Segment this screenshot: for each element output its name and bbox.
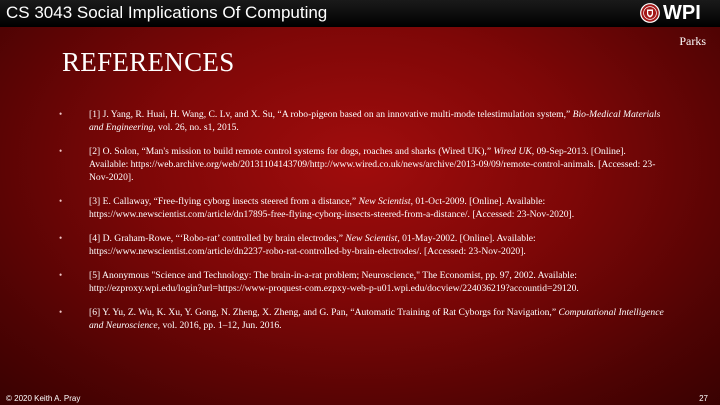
reference-text: [2] O. Solon, “Man's mission to build remote control systems for dogs, roaches and sharks (Wired UK),” <box>89 146 494 157</box>
presenter-name: Parks <box>679 34 706 48</box>
reference-venue: New Scientist <box>358 196 411 207</box>
reference-venue: Wired UK <box>493 146 532 157</box>
reference-item <box>56 232 666 258</box>
reference-text: [4] D. Graham-Rowe, “‘Robo-rat’ controlled by brain electrodes,” <box>89 233 346 244</box>
reference-details: , vol. 2016, pp. 1–12, Jun. 2016. <box>157 320 282 331</box>
wpi-logo <box>640 1 701 25</box>
page-number: 27 <box>699 394 708 403</box>
reference-item <box>56 108 666 134</box>
wpi-seal-icon <box>640 3 660 23</box>
reference-details: , vol. 26, no. s1, 2015. <box>153 122 239 133</box>
reference-details: , 09-Sep-2013. [Online]. Available: https://web.archive.org/web/20131104143709/http://www.wired.co.uk/news/archive/2013-09/09/remote-control-animals. [Accessed: 23-Nov-2020]. <box>89 146 656 183</box>
bullet-icon: • <box>59 233 63 243</box>
course-title: CS 3043 Social Implications Of Computing <box>6 3 328 22</box>
reference-details: , 01-May-2002. [Online]. Available: https://www.newscientist.com/article/dn2237-robo-rat-controlled-by-brain-electrodes/. [Accessed: 23-Nov-2020]. <box>89 233 536 257</box>
reference-item <box>56 306 666 332</box>
slide-title: REFERENCES <box>62 47 235 77</box>
bullet-icon: • <box>59 196 63 206</box>
copyright-footer: © 2020 Keith A. Pray <box>6 394 81 403</box>
reference-item <box>56 195 666 221</box>
reference-text: [6] Y. Yu, Z. Wu, K. Xu, Y. Gong, N. Zheng, X. Zheng, and G. Pan, “Automatic Training of Rat Cyborgs for Navigation,” <box>89 307 559 318</box>
bullet-icon: • <box>59 146 63 156</box>
reference-venue: Bio-Medical Materials and Engineering <box>89 109 661 133</box>
reference-item <box>56 269 666 295</box>
bullet-icon: • <box>59 270 63 280</box>
bullet-icon: • <box>59 307 63 317</box>
reference-text: [5] Anonymous "Science and Technology: The brain-in-a-rat problem; Neuroscience," The Economist, pp. 97, 2002. Available: http://ezproxy.wpi.edu/login?url=https://www-proquest-com.ezpxy-web-p-u01.wpi.edu/docview/224036219?accountid=29120. <box>89 270 579 294</box>
reference-text: [1] J. Yang, R. Huai, H. Wang, C. Lv, and X. Su, “A robo-pigeon based on an innovative multi-mode telestimulation system,” <box>89 109 573 120</box>
wpi-logo-text: WPI <box>663 1 701 24</box>
reference-text: [3] E. Callaway, “Free-flying cyborg insects steered from a distance,” <box>89 196 359 207</box>
references-list <box>56 108 666 343</box>
reference-details: , 01-Oct-2009. [Online]. Available: https://www.newscientist.com/article/dn17895-free-flying-cyborg-insects-steered-from-a-distance/. [Accessed: 23-Nov-2020]. <box>89 196 575 220</box>
top-bar <box>0 0 720 27</box>
reference-venue: New Scientist <box>345 233 398 244</box>
reference-item <box>56 145 666 184</box>
reference-venue: Computational Intelligence and Neuroscience <box>89 307 664 331</box>
bullet-icon: • <box>59 109 63 119</box>
